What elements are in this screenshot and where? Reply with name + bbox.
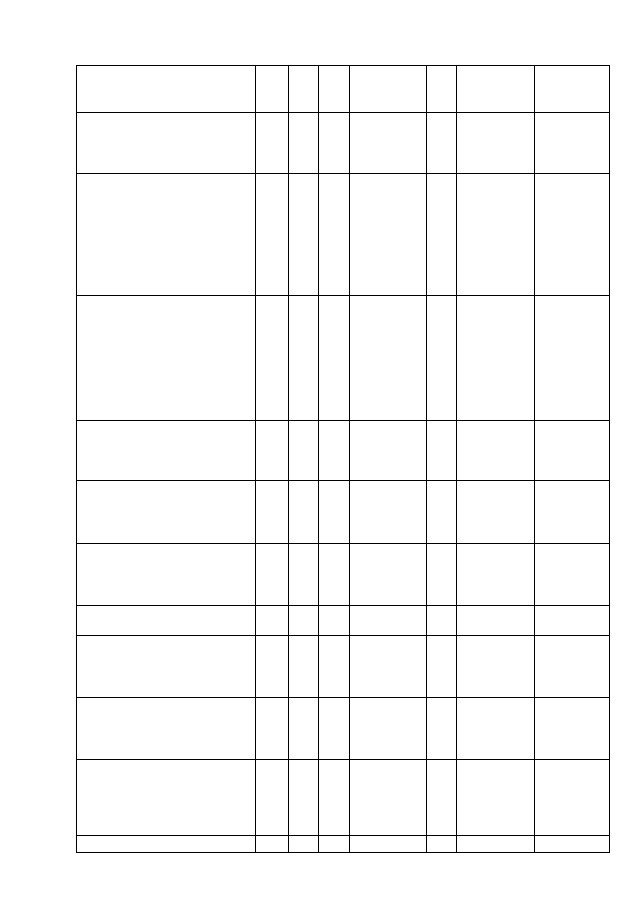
row-amount [457,421,535,481]
row-expense-type-code [427,698,457,760]
budget-table-body [77,66,610,853]
row-name-cell [77,606,256,636]
row-name-cell [77,421,256,481]
row-expense-type-code [427,636,457,698]
row-name-cell [77,296,256,421]
row-name-cell [77,544,256,606]
table-row [77,66,610,113]
row-ministry-code [256,760,289,836]
row-target-code [350,636,427,698]
row-ministry-code [256,698,289,760]
row-target-code [350,698,427,760]
row-amount [457,636,535,698]
row-extra-amount [535,544,610,606]
row-extra-amount [535,174,610,296]
row-amount [457,174,535,296]
table-row [77,421,610,481]
row-subsection-code [319,113,350,174]
row-subsection-code [319,836,350,853]
row-expense-type-code [427,836,457,853]
row-target-code [350,760,427,836]
row-extra-amount [535,836,610,853]
row-expense-type-code [427,296,457,421]
table-row [77,760,610,836]
row-section-code [289,636,319,698]
row-section-code [289,698,319,760]
row-target-code [350,544,427,606]
row-target-code [350,421,427,481]
row-section-code [289,421,319,481]
row-extra-amount [535,698,610,760]
row-expense-type-code [427,66,457,113]
table-row [77,113,610,174]
row-name-cell [77,698,256,760]
row-ministry-code [256,174,289,296]
row-ministry-code [256,606,289,636]
row-extra-amount [535,421,610,481]
row-extra-amount [535,481,610,544]
row-ministry-code [256,421,289,481]
row-name-cell [77,636,256,698]
row-ministry-code [256,636,289,698]
table-row [77,636,610,698]
row-amount [457,296,535,421]
row-name-cell [77,174,256,296]
row-subsection-code [319,544,350,606]
row-subsection-code [319,66,350,113]
table-row [77,606,610,636]
budget-table [76,65,610,853]
row-target-code [350,606,427,636]
row-ministry-code [256,296,289,421]
row-name-cell [77,481,256,544]
row-amount [457,66,535,113]
row-amount [457,606,535,636]
row-section-code [289,174,319,296]
row-subsection-code [319,174,350,296]
row-ministry-code [256,544,289,606]
row-ministry-code [256,113,289,174]
row-section-code [289,481,319,544]
row-section-code [289,544,319,606]
row-extra-amount [535,760,610,836]
row-target-code [350,174,427,296]
table-row [77,836,610,853]
row-amount [457,760,535,836]
row-target-code [350,66,427,113]
row-expense-type-code [427,606,457,636]
row-subsection-code [319,698,350,760]
table-row [77,174,610,296]
row-amount [457,544,535,606]
row-subsection-code [319,606,350,636]
row-expense-type-code [427,760,457,836]
row-section-code [289,606,319,636]
row-expense-type-code [427,481,457,544]
row-subsection-code [319,636,350,698]
row-name-cell [77,760,256,836]
row-extra-amount [535,606,610,636]
row-section-code [289,760,319,836]
row-name-cell [77,66,256,113]
row-name-cell [77,836,256,853]
table-row [77,296,610,421]
row-extra-amount [535,113,610,174]
row-expense-type-code [427,544,457,606]
row-expense-type-code [427,113,457,174]
row-expense-type-code [427,174,457,296]
row-extra-amount [535,636,610,698]
table-row [77,481,610,544]
row-section-code [289,836,319,853]
row-ministry-code [256,66,289,113]
row-name-cell [77,113,256,174]
row-expense-type-code [427,421,457,481]
row-extra-amount [535,66,610,113]
row-amount [457,836,535,853]
row-subsection-code [319,421,350,481]
row-subsection-code [319,296,350,421]
row-section-code [289,66,319,113]
row-ministry-code [256,836,289,853]
row-amount [457,698,535,760]
table-row [77,698,610,760]
row-section-code [289,113,319,174]
row-target-code [350,113,427,174]
row-extra-amount [535,296,610,421]
row-target-code [350,836,427,853]
row-target-code [350,296,427,421]
row-target-code [350,481,427,544]
row-subsection-code [319,760,350,836]
table-row [77,544,610,606]
row-subsection-code [319,481,350,544]
row-amount [457,113,535,174]
row-amount [457,481,535,544]
row-ministry-code [256,481,289,544]
row-section-code [289,296,319,421]
